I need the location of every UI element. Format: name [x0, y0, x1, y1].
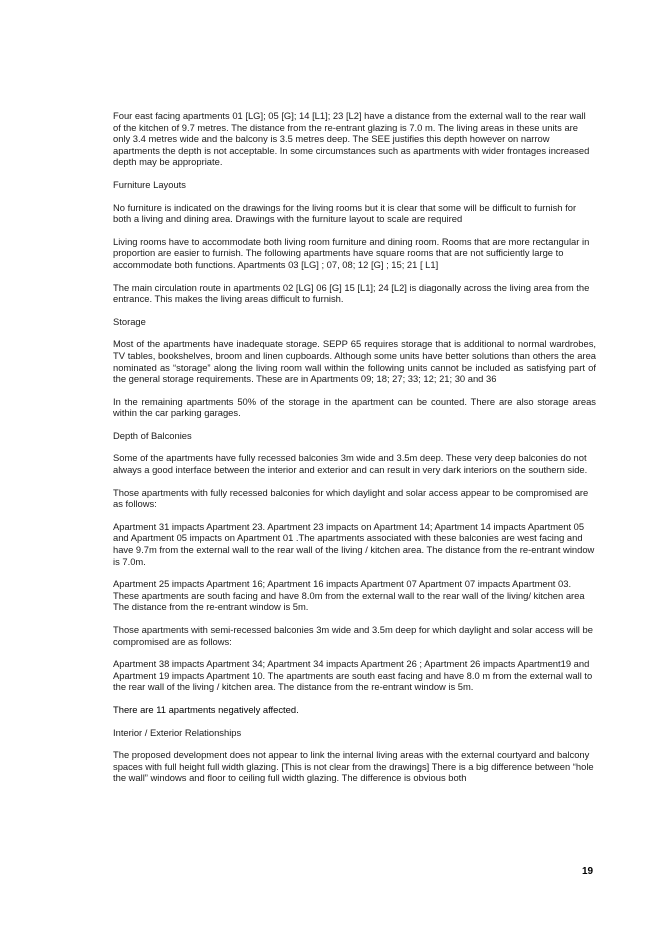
- paragraph-no-furniture: No furniture is indicated on the drawings for the living rooms but it is clear that some will be difficult to furnish for both a living and dining area. Drawings with the furniture layout to scale are required: [113, 201, 577, 225]
- page-number: 19: [582, 866, 594, 877]
- heading-interior-exterior: Interior / Exterior Relationships: [113, 726, 242, 738]
- heading-furniture-layouts: Furniture Layouts: [113, 178, 186, 190]
- paragraph-south-east-impacts: Apartment 38 impacts Apartment 34; Apartment 34 impacts Apartment 26 ; Apartment 26 impacts Apartment19 and Apartment 19 impacts Apartment 10. The apartments are south east facing and have 8.0 m from the external wall to the rear wall of the living / kitchen area. The distance from the re-entrant window is 5m.: [113, 658, 593, 693]
- paragraph-affected-count: There are 11 apartments negatively affected.: [113, 703, 299, 715]
- paragraph-semi-recessed-intro: Those apartments with semi-recessed balconies 3m wide and 3.5m deep for which daylight and solar access will be compromised are as follows:: [113, 624, 593, 647]
- paragraph-south-facing-impacts: Apartment 25 impacts Apartment 16; Apartment 16 impacts Apartment 07 Apartment 07 impacts Apartment 03. These apartments are south facing and have 8.0m from the external wall to the rear wall of the living/ kitchen area The distance from the re-entrant window is 5m.: [113, 578, 585, 613]
- paragraph-west-facing-impacts: Apartment 31 impacts Apartment 23. Apartment 23 impacts on Apartment 14; Apartment 14 impacts Apartment 05 and Apartment 05 impacts on Apartment 01 .The apartments associated with these balconies are west facing and have 9.7m from the external wall to the rear wall of the living / kitchen area. The distance from the re-entrant window is 7.0m.: [113, 520, 595, 567]
- paragraph-east-facing-apartments: Four east facing apartments 01 [LG]; 05 [G]; 14 [L1]; 23 [L2] have a distance from the external wall to the rear wall of the kitchen of 9.7 metres. The distance from the re-entrant glazing is 7.0 m. The living areas in these units are only 3.4 metres wide and the balcony is 3.5 metres deep. The SEE justifies this depth however on narrow apartments the depth is not acceptable. In some circumstances such as apartments with wider frontages increased depth may be appropriate.: [113, 110, 590, 168]
- paragraph-living-rooms: Living rooms have to accommodate both living room furniture and dining room. Rooms that are more rectangular in proportion are easier to furnish. The following apartments have square rooms that are not sufficiently large to accommodate both functions. Apartments 03 [LG] ; 07, 08; 12 [G] ; 15; 21 [ L1]: [113, 235, 590, 270]
- heading-storage: Storage: [113, 315, 146, 327]
- page-body: [113, 110, 596, 795]
- paragraph-interior-exterior: The proposed development does not appear to link the internal living areas with the external courtyard and balcony spaces with full height full width glazing. [This is not clear from the drawings] There is a big difference between “hole the wall” windows and floor to ceiling full width glazing. The difference is obvious both: [113, 749, 594, 784]
- heading-depth-of-balconies: Depth of Balconies: [113, 429, 192, 441]
- paragraph-inadequate-storage: Most of the apartments have inadequate storage. SEPP 65 requires storage that is additional to normal wardrobes, TV tables, bookshelves, broom and linen cupboards. Although some units have better solutions than others the area nominated as “storage” along the living room wall within the following units cannot be included as satisfying part of the general storage requirements. These are in Apartments 09; 18; 27; 33; 12; 21; 30 and 36: [113, 338, 596, 385]
- paragraph-circulation-route: The main circulation route in apartments 02 [LG] 06 [G] 15 [L1]; 24 [L2] is diagonally across the living area from the entrance. This makes the living areas difficult to furnish.: [113, 281, 590, 305]
- paragraph-recessed-balconies: Some of the apartments have fully recessed balconies 3m wide and 3.5m deep. These very deep balconies do not always a good interface between the interior and exterior and can result in very dark interiors on the southern side.: [113, 452, 588, 476]
- paragraph-compromised-intro: Those apartments with fully recessed balconies for which daylight and solar access appear to be compromised are as follows:: [113, 486, 589, 510]
- paragraph-remaining-storage: In the remaining apartments 50% of the storage in the apartment can be counted. There are also storage areas within the car parking garages.: [113, 395, 596, 419]
